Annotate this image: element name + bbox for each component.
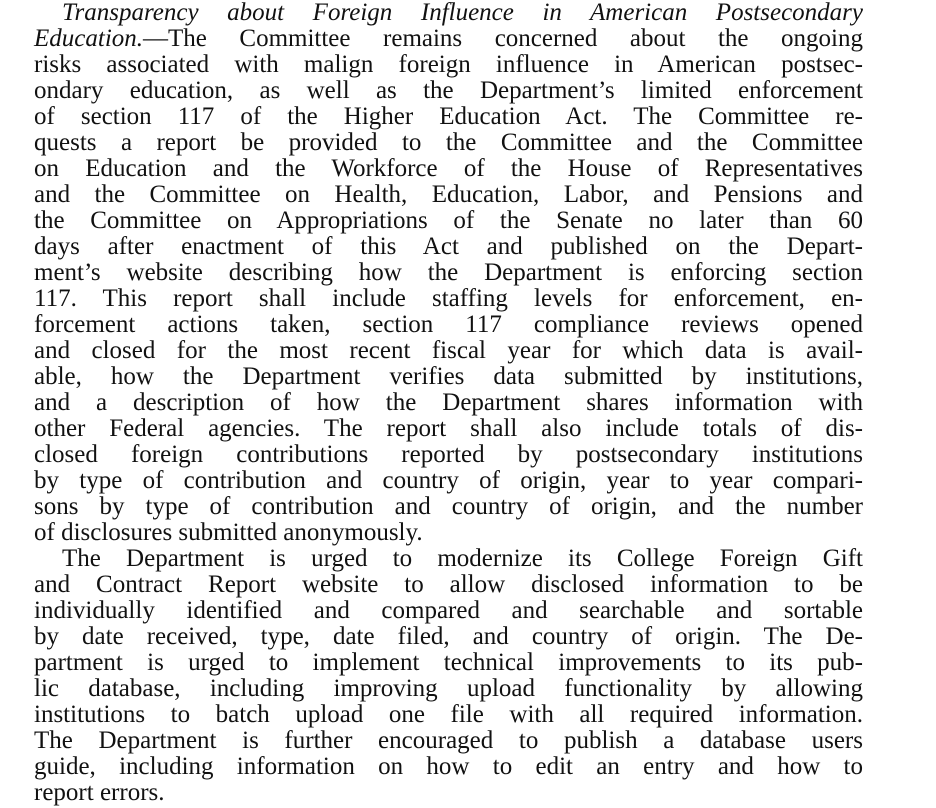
paragraph-1-line: on Education and the Workforce of the House of Representatives: [34, 155, 863, 182]
paragraph-1-line: quests a report be provided to the Committee and the Committee: [34, 129, 863, 156]
paragraph-2-line: partment is urged to implement technical improvements to its pub-: [34, 649, 863, 676]
paragraph-1-line: 117. This report shall include staffing levels for enforcement, en-: [34, 285, 863, 312]
paragraph-2-line: institutions to batch upload one file with all required information.: [34, 701, 863, 728]
paragraph-2-line: and Contract Report website to allow disclosed information to be: [34, 571, 863, 598]
section-heading-line-1: [34, 0, 863, 26]
paragraph-1-line: days after enactment of this Act and published on the Depart-: [34, 233, 863, 260]
paragraph-1-line: ment’s website describing how the Department is enforcing section: [34, 259, 863, 286]
paragraph-1-line: ondary education, as well as the Department’s limited enforcement: [34, 77, 863, 104]
paragraph-1-line: other Federal agencies. The report shall also include totals of dis-: [34, 415, 863, 442]
paragraph-1-last-line: of disclosures submitted anonymously.: [34, 519, 423, 546]
paragraph-2-last-line: report errors.: [34, 779, 165, 806]
paragraph-1-line: closed foreign contributions reported by postsecondary institutions: [34, 441, 863, 468]
document-body: [34, 0, 863, 806]
paragraph-1-line: the Committee on Appropriations of the Senate no later than 60: [34, 207, 863, 234]
paragraph-1-line: of section 117 of the Higher Education Act. The Committee re-: [34, 103, 863, 130]
section-heading-line-2: [34, 26, 863, 52]
section-heading-title-part-1: Transparency about Foreign Influence in American Postsecondary: [62, 0, 863, 26]
paragraph-2-line: individually identified and compared and searchable and sortable: [34, 597, 863, 624]
paragraph-1-line: and closed for the most recent fiscal year for which data is avail-: [34, 337, 863, 364]
section-heading-title-part-2: Education.: [34, 25, 144, 52]
paragraph-1-line: sons by type of contribution and country of origin, and the number: [34, 493, 863, 520]
paragraph-1-line: able, how the Department verifies data submitted by institutions,: [34, 363, 863, 390]
paragraph-2-line: guide, including information on how to edit an entry and how to: [34, 753, 863, 780]
paragraph-2-line: by date received, type, date filed, and country of origin. The De-: [34, 623, 863, 650]
heading-dash: —: [143, 25, 169, 52]
heading-run-in-text: The Committee remains concerned about the ongoing: [168, 25, 863, 52]
paragraph-2-first-line: The Department is urged to modernize its College Foreign Gift: [62, 545, 863, 572]
paragraph-1-line: and the Committee on Health, Education, Labor, and Pensions and: [34, 181, 863, 208]
paragraph-1-line: by type of contribution and country of origin, year to year compari-: [34, 467, 863, 494]
paragraph-1-line: forcement actions taken, section 117 compliance reviews opened: [34, 311, 863, 338]
paragraph-1-line: and a description of how the Department shares information with: [34, 389, 863, 416]
paragraph-2-line: The Department is further encouraged to publish a database users: [34, 727, 863, 754]
paragraph-2-line: lic database, including improving upload functionality by allowing: [34, 675, 863, 702]
paragraph-1-line: risks associated with malign foreign influence in American postsec-: [34, 51, 863, 78]
